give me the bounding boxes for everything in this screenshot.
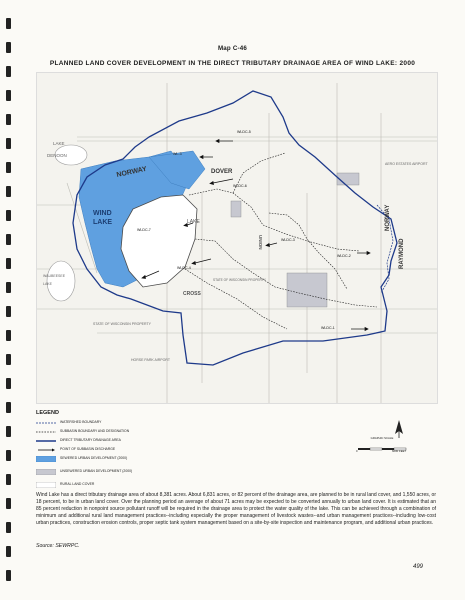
unsewered-urban-area bbox=[231, 201, 241, 217]
label-aero-estates: AERO ESTATES AIRPORT bbox=[385, 162, 428, 166]
legend-item bbox=[36, 418, 236, 427]
map-figure bbox=[36, 72, 438, 404]
map-title: PLANNED LAND COVER DEVELOPMENT IN THE DIRECT TRIBUTARY DRAINAGE AREA OF WIND LAKE: 2000 bbox=[49, 60, 416, 67]
label-lake-denoon: LAKE bbox=[53, 141, 65, 146]
legend-item bbox=[36, 467, 236, 480]
waubeesee-lake-shape bbox=[47, 261, 75, 301]
direct-tributary-symbol bbox=[36, 438, 56, 444]
legend-label: SEWERED URBAN DEVELOPMENT (2000) bbox=[60, 456, 128, 460]
legend-item bbox=[36, 454, 236, 467]
label-wldc3: WLDC-3 bbox=[281, 238, 295, 242]
legend-label: DIRECT TRIBUTARY DRAINAGE AREA bbox=[60, 438, 121, 442]
watershed-boundary-symbol bbox=[36, 420, 56, 426]
unsewered-swatch bbox=[36, 469, 56, 475]
subbasin-boundary-symbol bbox=[36, 429, 56, 435]
label-wldc1: WLDC-1 bbox=[321, 326, 335, 330]
label-lake-waubeesee: LAKE bbox=[43, 282, 52, 286]
legend-title: LEGEND bbox=[36, 410, 59, 416]
label-wldc7: WLDC-7 bbox=[137, 228, 151, 232]
label-norway-top: NORWAY bbox=[115, 165, 148, 179]
legend-item bbox=[36, 445, 236, 454]
unsewered-urban-area-3 bbox=[337, 173, 359, 185]
label-norway-right: NORWAY bbox=[385, 204, 391, 231]
label-wl3: WL-3 bbox=[173, 152, 182, 156]
legend-label: UNSEWERED URBAN DEVELOPMENT (2000) bbox=[60, 469, 133, 473]
map-canvas bbox=[37, 73, 438, 404]
label-state-property: STATE OF WISCONSIN PROPERTY bbox=[93, 322, 151, 326]
label-raymond: RAYMOND bbox=[399, 238, 405, 269]
map-number: Map C-46 bbox=[217, 45, 248, 52]
graphic-scale bbox=[352, 436, 412, 460]
legend-label: SUBBASIN BOUNDARY AND DESIGNATION bbox=[60, 429, 130, 433]
label-wldc4: WLDC-4 bbox=[177, 266, 191, 270]
label-lake-east: LAKE bbox=[187, 219, 200, 225]
label-state-property-2: STATE OF WISCONSIN PROPERTY bbox=[213, 278, 266, 282]
legend-item bbox=[36, 427, 236, 436]
label-waubeesee: WAUBEESEE bbox=[43, 274, 66, 278]
sewered-swatch bbox=[36, 456, 56, 462]
label-wldc5: WLDC-5 bbox=[237, 130, 251, 134]
label-lake-west: LAKE bbox=[93, 219, 113, 226]
label-cross: CROSS bbox=[183, 291, 201, 297]
legend-label: POINT OF SUBBASIN DISCHARGE bbox=[60, 447, 116, 451]
label-horse-park: HORSE PARK AIRPORT bbox=[131, 358, 170, 362]
legend-label: RURAL LAND COVER bbox=[60, 482, 95, 486]
body-paragraph: Wind Lake has a direct tributary drainage area of about 8,381 acres. About 6,831 acres, or 82 percent of the drainage area, are planned to be in rural land cover, and 1,550 acres, or 18 percent, to be in urban land cover. Over the planning period an average of about 71 acres may be expected to be converted annually to urban land cover. It is estimated that an 85 percent reduction in nonpoint source pollutant runoff will be required in the drainage area to protect the water quality of the lake. This can be achieved through a combination of minimum and additional rural land management practices--including especially the proper management of livestock wastes--and urban management practices--including low-cost urban practices, construction erosion controls, proper septic tank system management based on a site-by-site inspection and maintenance program, and additional urban practices. bbox=[36, 492, 436, 526]
label-wldc6: WLDC-6 bbox=[233, 184, 247, 188]
legend bbox=[36, 418, 236, 493]
scale-right-value: 6000 FEET bbox=[392, 449, 407, 453]
scale-left-value: 0 bbox=[356, 449, 358, 453]
legend-label: WATERSHED BOUNDARY bbox=[60, 420, 102, 424]
source-line: Source: SEWRPC. bbox=[36, 543, 80, 549]
label-union: UNION bbox=[258, 235, 263, 250]
label-wldc2: WLDC-2 bbox=[337, 254, 351, 258]
label-denoon: DENOON bbox=[47, 153, 67, 158]
label-wind: WIND bbox=[93, 210, 112, 217]
scale-label: GRAPHIC SCALE bbox=[370, 436, 394, 440]
binding-holes bbox=[6, 0, 14, 600]
page-number: 499 bbox=[413, 564, 424, 570]
unsewered-urban-area-2 bbox=[287, 273, 327, 307]
rural-swatch bbox=[36, 482, 56, 488]
legend-item bbox=[36, 436, 236, 445]
label-dover: DOVER bbox=[211, 169, 233, 175]
discharge-arrow-icon bbox=[36, 447, 56, 453]
